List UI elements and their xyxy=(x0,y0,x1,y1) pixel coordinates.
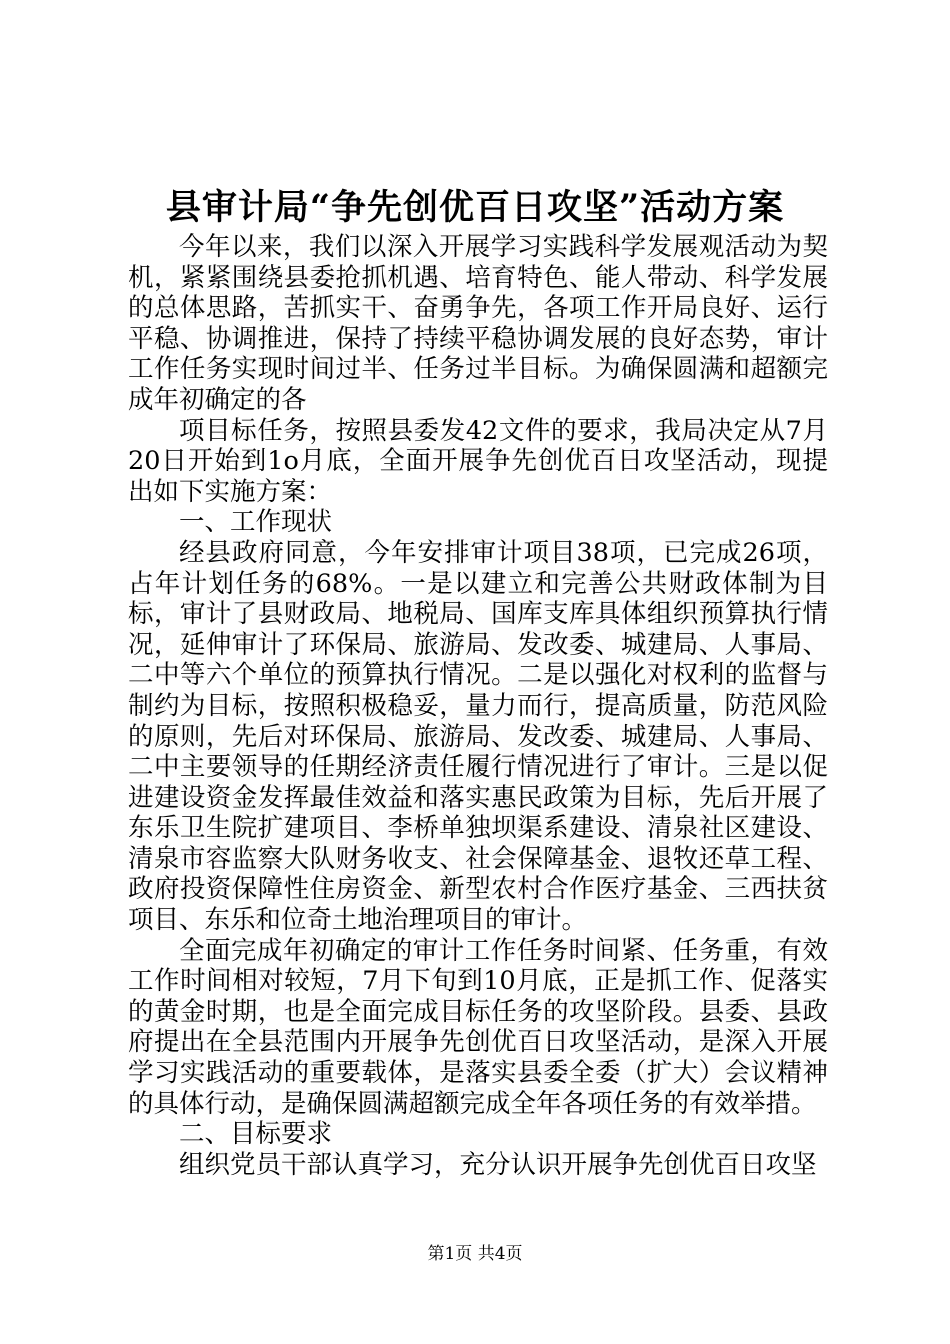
paragraph-status-detail: 经县政府同意，今年安排审计项目38项，已完成26项，占年计划任务的68%。一是以建立和完善公共财政体制为目标，审计了县财政局、地税局、国库支库具体组织预算执行情况，延伸审计了环保局、旅游局、发改委、城建局、人事局、二中等六个单位的预算执行情况。二是以强化对权利的监督与制约为目标，按照积极稳妥，量力而行，提高质量，防范风险的原则，先后对环保局、旅游局、发改委、城建局、人事局、二中主要领导的任期经济责任履行情况进行了审计。三是以促进建设资金发挥最佳效益和落实惠民政策为目标，先后开展了东乐卫生院扩建项目、李桥单独坝渠系建设、清泉社区建设、清泉市容监察大队财务收支、社会保障基金、退牧还草工程、政府投资保障性住房资金、新型农村合作医疗基金、三西扶贫项目、东乐和位奇土地治理项目的审计。 xyxy=(128,537,828,936)
paragraph-intro: 今年以来，我们以深入开展学习实践科学发展观活动为契机，紧紧围绕县委抢抓机遇、培育特色、能人带动、科学发展的总体思路，苦抓实干、奋勇争先，各项工作开局良好、运行平稳、协调推进，保持了持续平稳协调发展的良好态势，审计工作任务实现时间过半、任务过半目标。为确保圆满和超额完成年初确定的各 xyxy=(128,232,828,415)
document-title: 县审计局“争先创优百日攻坚”活动方案 xyxy=(165,187,785,228)
section-heading-current-status: 一、工作现状 xyxy=(179,507,333,538)
page-number-footer: 第1页 共4页 xyxy=(427,1244,523,1264)
paragraph-plan: 项目标任务，按照县委发42文件的要求，我局决定从7月20日开始到1o月底，全面开展争先创优百日攻坚活动，现提出如下实施方案： xyxy=(128,415,828,507)
document-body xyxy=(128,232,828,1180)
paragraph-significance: 全面完成年初确定的审计工作任务时间紧、任务重，有效工作时间相对较短，7月下旬到10月底，正是抓工作、促落实的黄金时期，也是全面完成目标任务的攻坚阶段。县委、县政府提出在全县范围内开展争先创优百日攻坚活动，是深入开展学习实践活动的重要载体，是落实县委全委（扩大）会议精神的具体行动，是确保圆满超额完成全年各项任务的有效举措。 xyxy=(128,935,828,1119)
paragraph-goals-start: 组织党员干部认真学习，充分认识开展争先创优百日攻坚 xyxy=(179,1149,817,1180)
section-heading-goals: 二、目标要求 xyxy=(179,1119,333,1150)
